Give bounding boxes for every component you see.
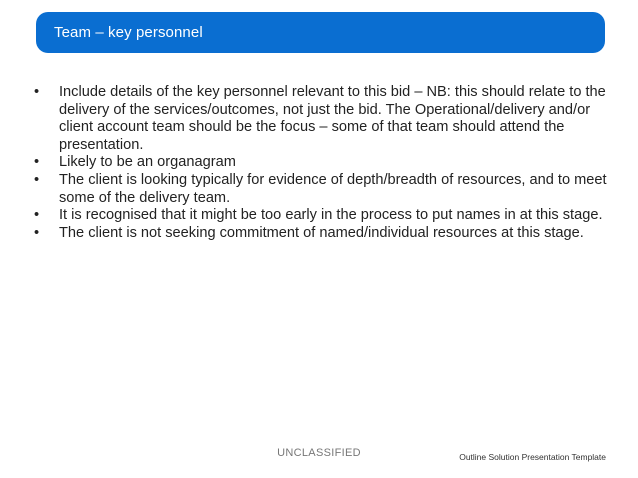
bullet-marker-icon: • bbox=[34, 224, 40, 241]
bullet-text: It is recognised that it might be too early in the process to put names in at this stage. bbox=[59, 207, 603, 224]
slide-title-bar bbox=[36, 12, 605, 53]
bullet-marker-icon: • bbox=[34, 207, 40, 224]
bullet-marker-icon: • bbox=[34, 84, 40, 100]
bullet-text: Likely to be an organagram bbox=[59, 154, 236, 171]
bullet-text: The client is looking typically for evidence of depth/breadth of resources, and to meet some of the delivery team. bbox=[59, 171, 607, 206]
bullet-item bbox=[34, 84, 624, 154]
bullet-item bbox=[34, 207, 624, 225]
bullet-marker-icon: • bbox=[34, 154, 40, 171]
bullet-marker-icon: • bbox=[34, 171, 40, 188]
bullet-list bbox=[34, 84, 624, 242]
template-name-label: Outline Solution Presentation Template bbox=[459, 452, 606, 462]
bullet-item bbox=[34, 225, 624, 243]
bullet-text: The client is not seeking commitment of named/individual resources at this stage. bbox=[59, 224, 584, 241]
slide-title: Team – key personnel bbox=[54, 24, 203, 41]
bullet-item bbox=[34, 172, 624, 207]
classification-label: UNCLASSIFIED bbox=[277, 447, 361, 459]
bullet-text: Include details of the key personnel relevant to this bid – NB: this should relate to the delivery of the services/outcomes, not just the bid. The Operational/delivery and/or client account team should be the focus – some of that team should attend the presentation. bbox=[59, 84, 606, 153]
bullet-item bbox=[34, 154, 624, 172]
